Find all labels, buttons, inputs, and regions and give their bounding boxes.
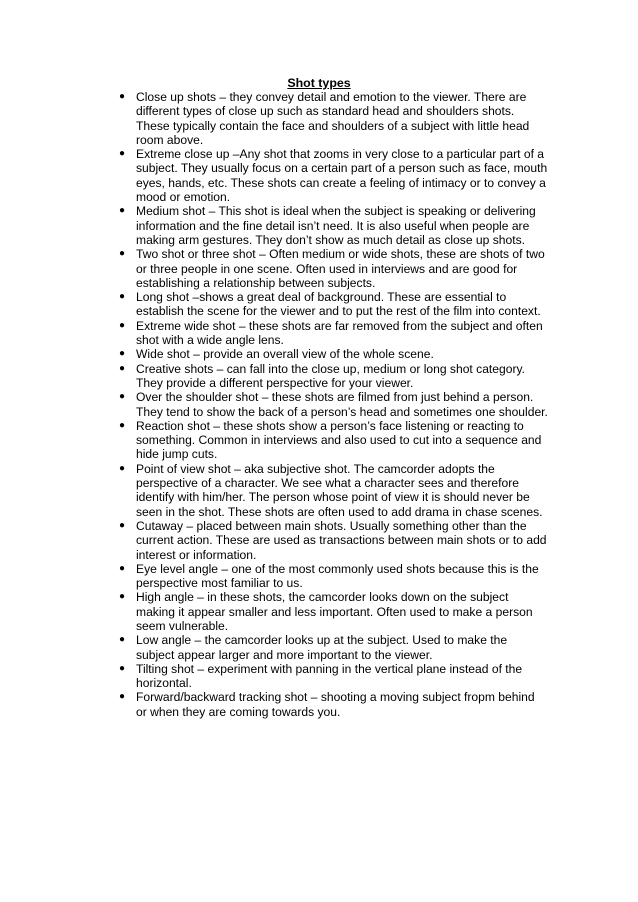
list-item-text: Cutaway – placed between main shots. Usually something other than the current action. These are used as transactions between main shots or to add interest or information. (136, 518, 547, 562)
list-item (118, 247, 548, 290)
list-item-text: Close up shots – they convey detail and emotion to the viewer. There are different types of close up such as standard head and shoulders shots. These typically contain the face and shoulders of a subject with little head room above. (136, 90, 530, 147)
list-item (118, 90, 548, 147)
list-item-text: Wide shot – provide an overall view of the whole scene. (136, 347, 434, 362)
list-item-text: Medium shot – This shot is ideal when the subject is speaking or delivering information and the fine detail isn’t need. It is also useful when people are making arm gestures. They don’t show as much detail as close up shots. (136, 204, 536, 247)
list-item-text: Tilting shot – experiment with panning in the vertical plane instead of the horizontal. (136, 661, 523, 691)
list-item (118, 418, 548, 462)
bullet-icon: ● (118, 519, 126, 531)
bullet-icon: ● (118, 91, 126, 102)
bullet-icon: ● (118, 348, 126, 360)
list-item (118, 290, 548, 319)
bullet-icon: ● (118, 662, 126, 674)
list-item-text: Over the shoulder shot – these shots are filmed from just behind a person. They tend to show the back of a person’s head and sometimes one shoulder. (136, 390, 548, 419)
list-item (118, 204, 548, 247)
shot-types-list (118, 90, 548, 719)
list-item-text: Extreme close up –Any shot that zooms in very close to a particular part of a subject. They usually focus on a certain part of a person such as face, mouth eyes, hands, etc. These shots can create a feeling of intimacy or to convey a mood or emotion. (136, 147, 548, 205)
list-item (118, 633, 548, 662)
bullet-icon: ● (118, 562, 126, 574)
bullet-icon: ● (118, 291, 126, 303)
list-item (118, 147, 548, 205)
list-item (118, 690, 548, 719)
bullet-icon: ● (118, 591, 126, 603)
list-item (118, 347, 548, 362)
bullet-icon: ● (118, 634, 126, 646)
list-item (118, 518, 548, 562)
list-item-text: Eye level angle – one of the most commonly used shots because this is the perspective most familiar to us. (136, 561, 539, 591)
list-item-text: Low angle – the camcorder looks up at the subject. Used to make the subject appear larger and more important to the viewer. (136, 633, 508, 662)
list-item-text: Extreme wide shot – these shots are far removed from the subject and often shot with a wide angle lens. (136, 318, 543, 348)
bullet-icon: ● (118, 205, 126, 217)
bullet-icon: ● (118, 391, 126, 403)
bullet-icon: ● (118, 691, 126, 703)
list-item (118, 361, 548, 391)
bullet-icon: ● (118, 362, 126, 374)
list-item-text: Reaction shot – these shots show a person’s face listening or reacting to something. Common in interviews and also used to cut into a sequence and hide jump cuts. (136, 418, 542, 462)
bullet-icon: ● (118, 319, 126, 331)
list-item-text: Creative shots – can fall into the close up, medium or long shot category. They provide a different perspective for your viewer. (136, 361, 525, 390)
bullet-icon: ● (118, 462, 126, 474)
document-title: Shot types (287, 76, 351, 90)
bullet-icon: ● (118, 419, 126, 431)
list-item-text: Two shot or three shot – Often medium or wide shots, these are shots of two or three people in one scene. Often used in interviews and are good for establishing a relationship between subjects. (136, 247, 545, 290)
list-item-text: High angle – in these shots, the camcorder looks down on the subject making it appear smaller and less important. Often used to make a person seem vulnerable. (136, 590, 533, 633)
list-item (118, 561, 548, 591)
list-item-text: Long shot –shows a great deal of background. These are essential to establish the scene for the viewer and to put the rest of the film into context. (136, 290, 541, 319)
list-item (118, 661, 548, 691)
bullet-icon: ● (118, 248, 126, 260)
list-item (118, 590, 548, 633)
list-item (118, 390, 548, 419)
list-item-text: Point of view shot – aka subjective shot. The camcorder adopts the perspective of a character. We see what a character sees and therefore identify with him/her. The person whose point of view it is should never be seen in the shot. These shots are often used to add drama in chase scenes. (136, 461, 543, 519)
bullet-icon: ● (118, 148, 126, 160)
list-item (118, 461, 548, 519)
list-item (118, 318, 548, 348)
list-item-text: Forward/backward tracking shot – shooting a moving subject fropm behind or when they are coming towards you. (136, 690, 535, 719)
